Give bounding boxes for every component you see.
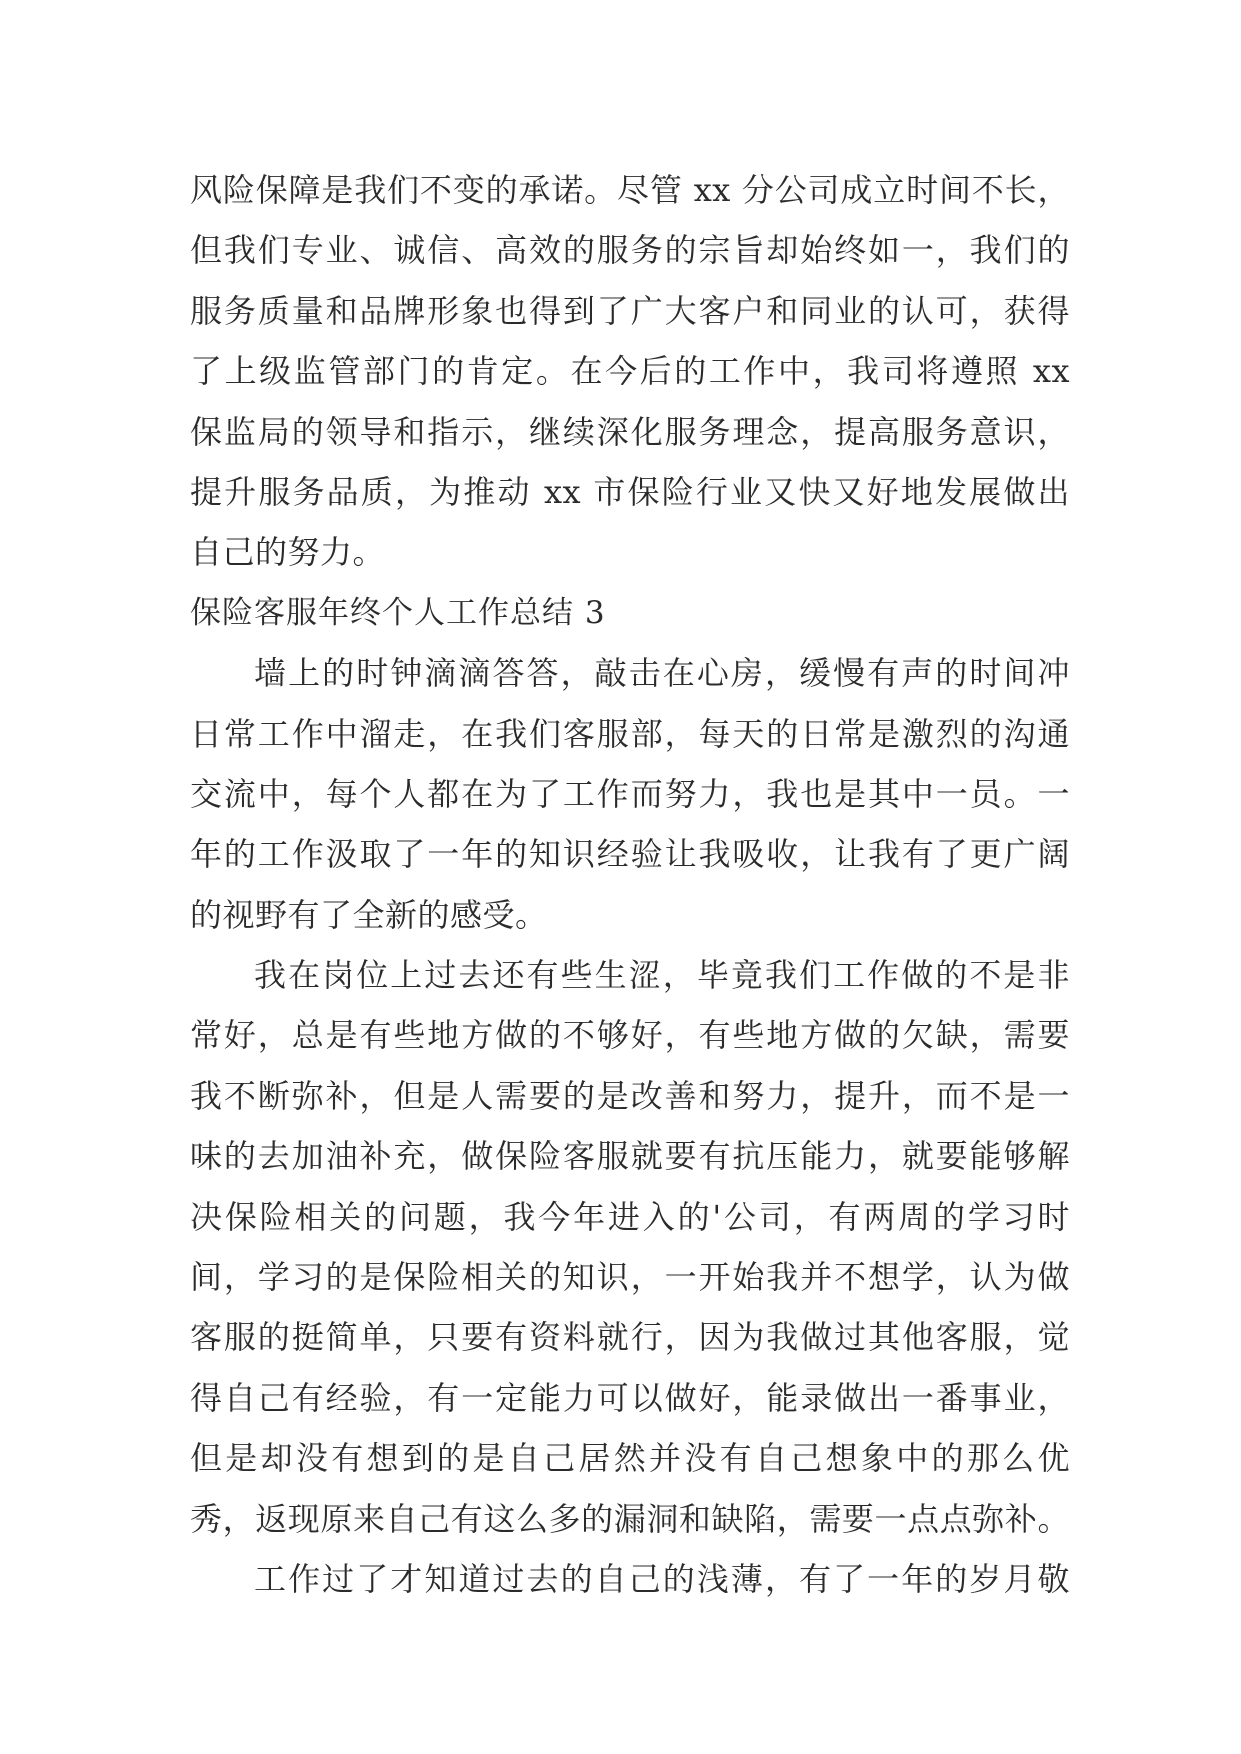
paragraph-line: 风险保障是我们不变的承诺。尽管 xx 分公司成立时间不长， (190, 171, 1070, 209)
paragraph-line: 年的工作汲取了一年的知识经验让我吸收，让我有了更广阔 (190, 835, 1070, 874)
section-heading: 保险客服年终个人工作总结 3 (190, 594, 606, 631)
paragraph-line: 间，学习的是保险相关的知识，一开始我并不想学，认为做 (190, 1258, 1070, 1297)
paragraph-line: 我在岗位上过去还有些生涩，毕竟我们工作做的不是非 (254, 956, 1070, 995)
paragraph-line: 但是却没有想到的是自己居然并没有自己想象中的那么优 (190, 1439, 1070, 1478)
paragraph-line: 工作过了才知道过去的自己的浅薄，有了一年的岁月敬 (254, 1559, 1070, 1598)
paragraph-line: 了上级监管部门的肯定。在今后的工作中，我司将遵照 xx (190, 352, 1070, 391)
paragraph-line: 得自己有经验，有一定能力可以做好，能录做出一番事业， (190, 1378, 1070, 1417)
paragraph-line: 提升服务品质，为推动 xx 市保险行业又快又好地发展做出 (190, 472, 1070, 511)
paragraph-line: 日常工作中溜走，在我们客服部，每天的日常是激烈的沟通 (190, 714, 1070, 753)
document-body (190, 160, 1070, 1609)
paragraph-line: 自己的努力。 (190, 533, 386, 572)
paragraph-line: 决保险相关的问题，我今年进入的'公司，有两周的学习时 (190, 1197, 1070, 1236)
paragraph-line: 但我们专业、诚信、高效的服务的宗旨却始终如一，我们的 (190, 231, 1070, 270)
paragraph-line: 墙上的时钟滴滴答答，敲击在心房，缓慢有声的时间冲 (254, 654, 1070, 693)
paragraph-line: 服务质量和品牌形象也得到了广大客户和同业的认可，获得 (190, 291, 1070, 330)
paragraph-line: 保监局的领导和指示，继续深化服务理念，提高服务意识， (190, 412, 1070, 451)
paragraph-line: 客服的挺简单，只要有资料就行，因为我做过其他客服，觉 (190, 1318, 1070, 1357)
paragraph-line: 的视野有了全新的感受。 (190, 895, 548, 934)
paragraph-line: 常好，总是有些地方做的不够好，有些地方做的欠缺，需要 (190, 1016, 1070, 1055)
paragraph-line: 秀，返现原来自己有这么多的漏洞和缺陷，需要一点点弥补。 (190, 1499, 1070, 1538)
paragraph-line: 交流中，每个人都在为了工作而努力，我也是其中一员。一 (190, 774, 1070, 813)
paragraph-line: 我不断弥补，但是人需要的是改善和努力，提升，而不是一 (190, 1076, 1070, 1115)
paragraph-line: 味的去加油补充，做保险客服就要有抗压能力，就要能够解 (190, 1137, 1070, 1176)
